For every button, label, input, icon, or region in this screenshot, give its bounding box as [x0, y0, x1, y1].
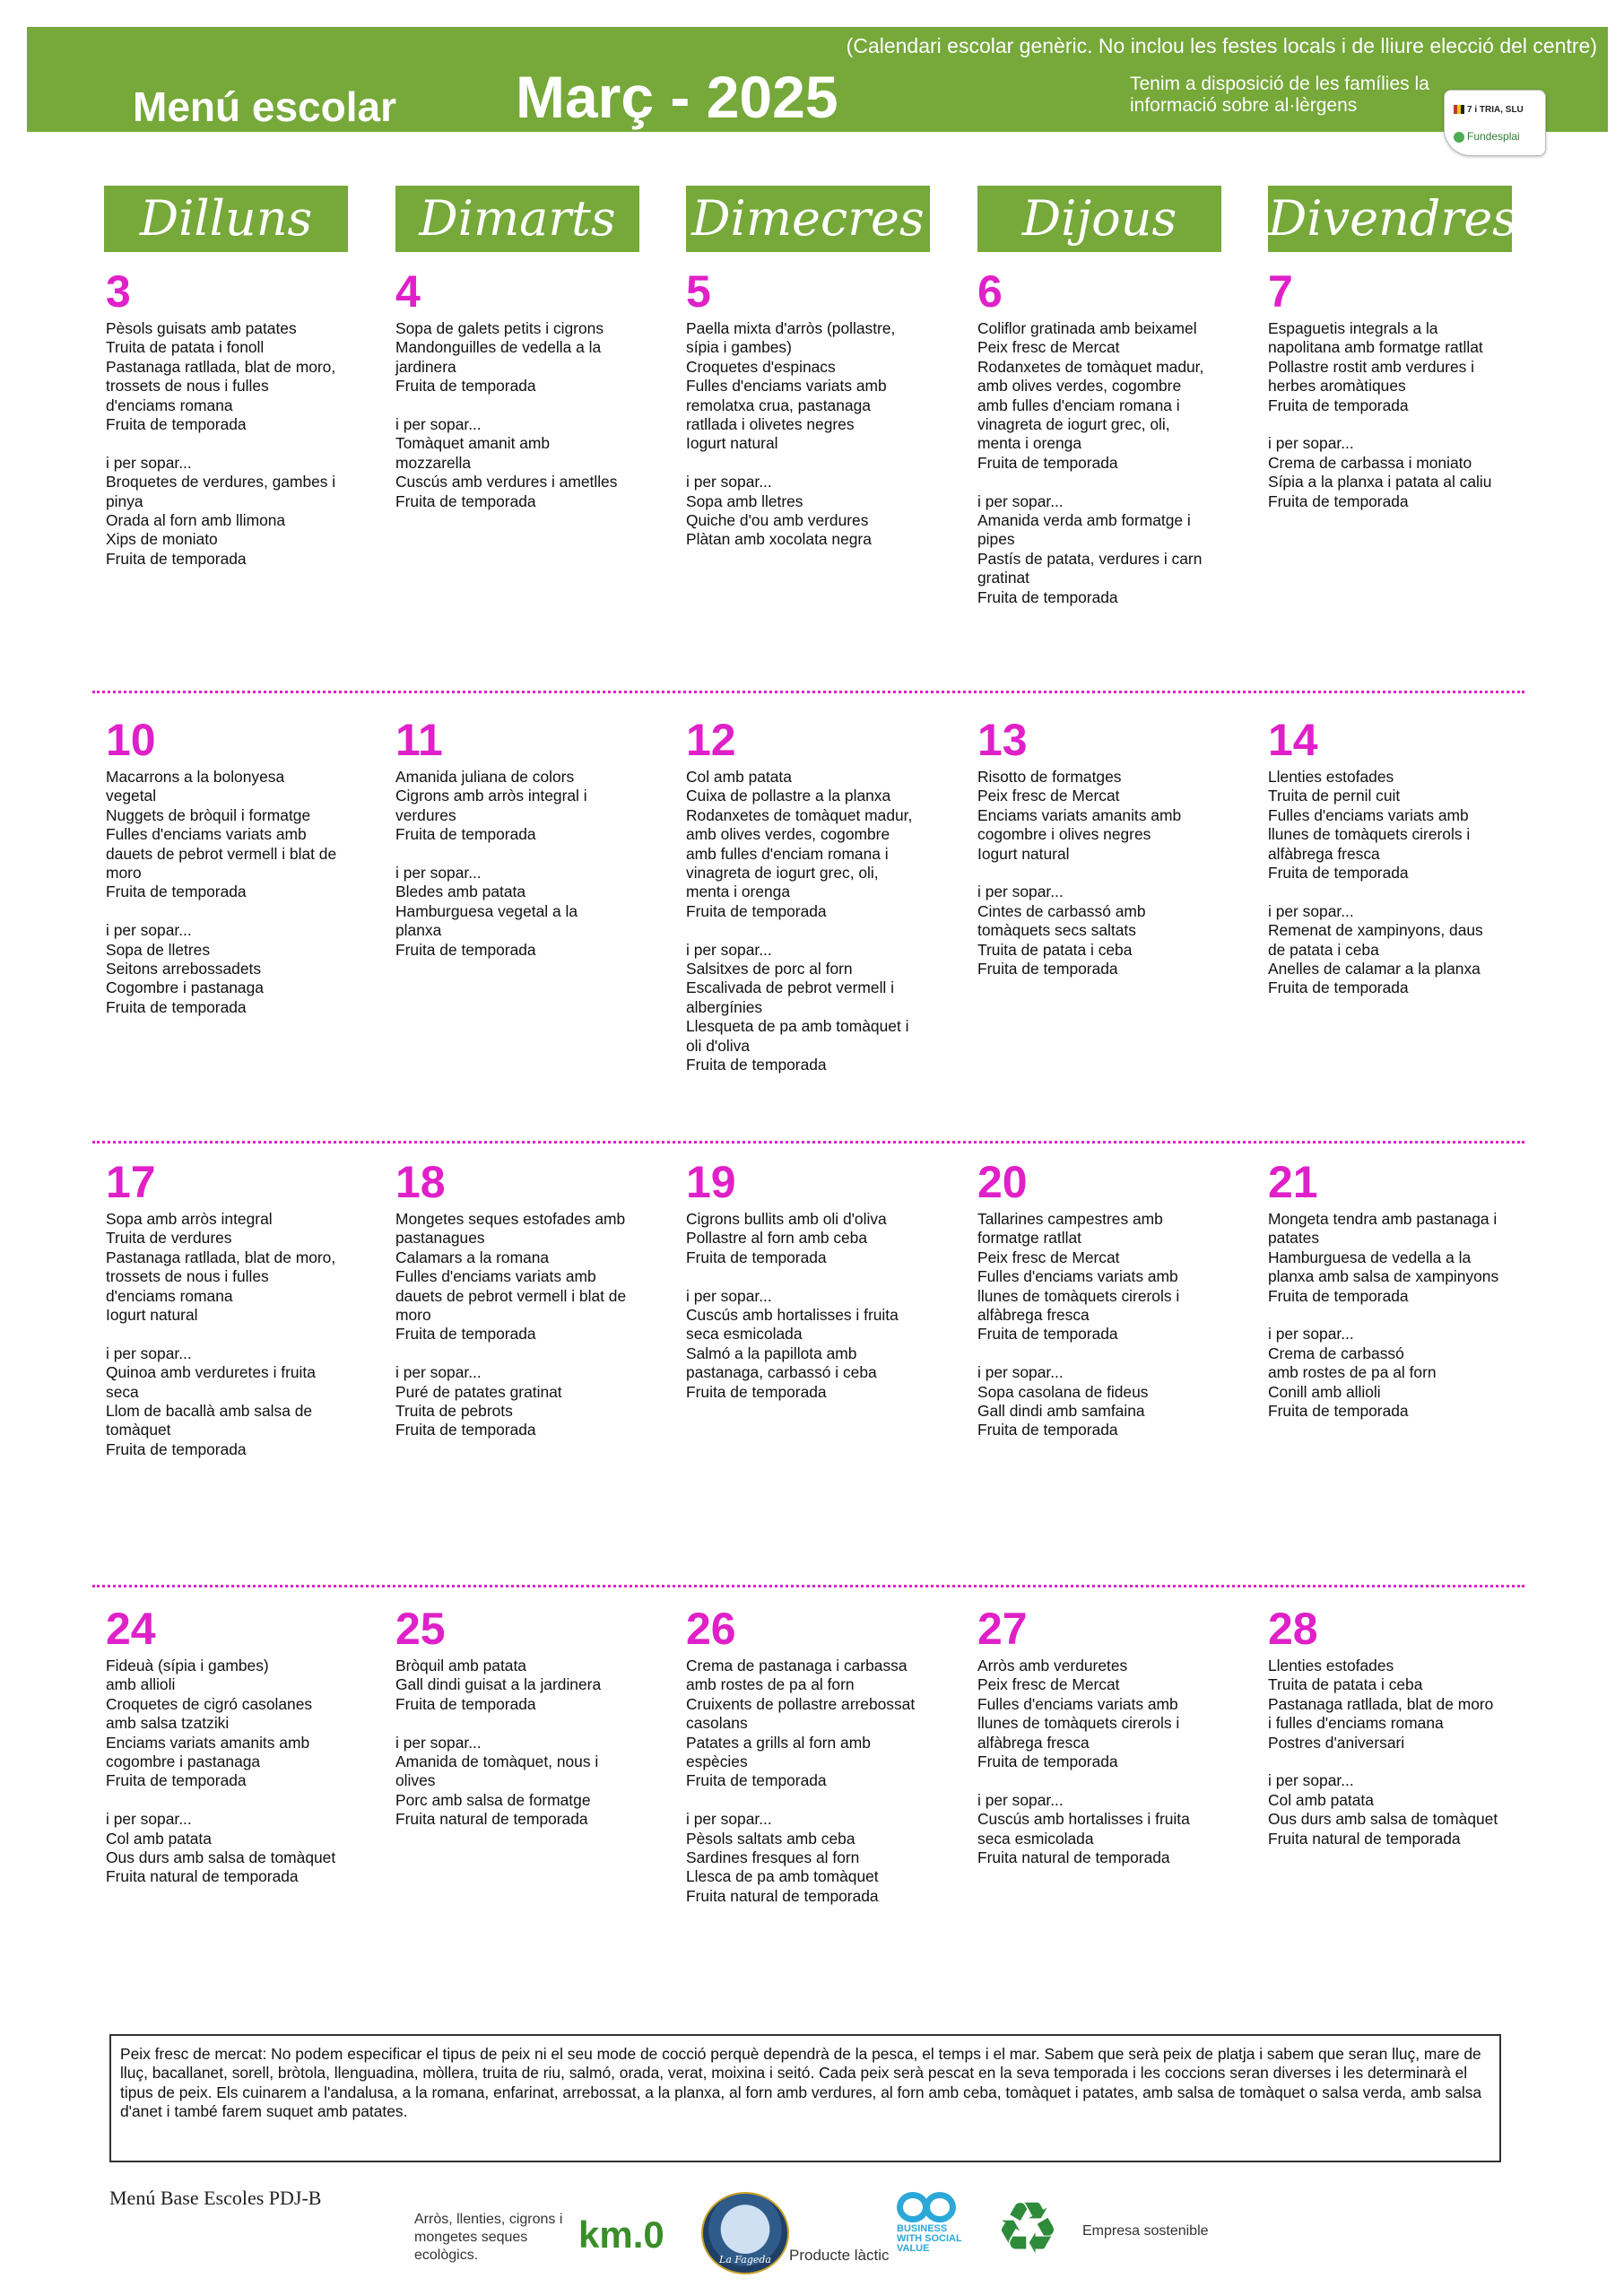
lunch-dish: llunes de tomàquets cirerols i: [977, 1714, 1180, 1733]
lunch-dish: amb olives verdes, cogombre: [686, 825, 890, 844]
dinner-dish: Hamburguesa vegetal a la: [395, 901, 578, 920]
dinner-label: i per sopar...: [395, 1363, 482, 1382]
day-cell: [1268, 266, 1528, 511]
fish-info-box: Peix fresc de mercat: No podem especificar el tipus de peix ni el seu mode de cocció perquè dependrà de la pesca, el temps i el mar. Sabem que serà peix de platja i sabem que seran lluç, mare de lluç, bacallanet, sorell, bròtola, llenguadina, mòllera, truita de riu, salmó, orada, verat, moixina i seitó. Cada peix serà pescat en la seva temporada i les coccions seran diverses i les determinarà el tipus de peix. Els cuinarem a l'andalusa, a la romana, enfarinat, arrebossat, a la planxa, al forn amb verdures, al forn amb ceba, tomàquet i patates, amb salsa de tomàquet o salsa verda, amb salsa d'anet i també farem suquet amb patates.: [109, 2034, 1501, 2162]
day-cell: [106, 715, 366, 1017]
lunch-dish: Rodanxetes de tomàquet madur,: [686, 805, 913, 824]
dinner-dish: Llom de bacallà amb salsa de: [106, 1402, 313, 1421]
lunch-dish: vegetal: [106, 787, 157, 805]
lunch-dish: napolitana amb formatge ratllat: [1268, 338, 1483, 357]
lunch-dish: Fideuà (sípia i gambes): [106, 1657, 269, 1674]
day-cell: [686, 1606, 946, 1906]
dinner-dish: Cintes de carbassó amb: [977, 901, 1146, 920]
dinner-label: i per sopar...: [977, 883, 1064, 901]
day-number: 28: [1268, 1604, 1318, 1654]
dinner-dish: Crema de carbassó: [1268, 1344, 1404, 1362]
day-cell: [395, 1606, 656, 1830]
lunch-dish: amb fulles d'enciam romana i: [977, 396, 1180, 414]
dinner-label: i per sopar...: [686, 940, 772, 959]
dinner-dish: Ous durs amb salsa de tomàquet: [1268, 1810, 1498, 1829]
dinner-dish: Quinoa amb verduretes i fruita: [106, 1363, 316, 1382]
dinner-label: i per sopar...: [686, 473, 772, 491]
lunch-dish: Fruita de temporada: [977, 453, 1118, 472]
dinner-label: i per sopar...: [1268, 434, 1354, 453]
business-social-value-logo: [897, 2188, 968, 2254]
dinner-dish: Fruita natural de temporada: [395, 1810, 588, 1829]
lunch-dish: Pèsols guisats amb patates: [106, 319, 297, 337]
eco-legumes-note: Arròs, llenties, cigrons i mongetes seques ecològics.: [414, 2212, 563, 2263]
day-number: 18: [395, 1157, 446, 1207]
sustainable-company-label: Empresa sostenible: [1082, 2223, 1209, 2239]
day-number: 10: [106, 715, 156, 765]
dinner-dish: Cuscús amb verdures i ametlles: [395, 473, 618, 491]
lunch-dish: remolatxa crua, pastanaga: [686, 396, 871, 414]
lunch-dish: patates: [1268, 1229, 1320, 1248]
lunch-dish: Mongetes seques estofades amb: [395, 1210, 626, 1228]
day-cell: [395, 1157, 656, 1440]
lunch-dish: Enciams variats amanits amb: [106, 1733, 310, 1752]
dinner-label: i per sopar...: [1268, 901, 1354, 920]
dinner-dish: Fruita de temporada: [106, 1439, 247, 1458]
month-title: Març - 2025: [516, 64, 838, 130]
dinner-dish: de patata i ceba: [1268, 940, 1379, 959]
dinner-label: i per sopar...: [106, 921, 192, 940]
day-cell: [395, 715, 656, 960]
lunch-dish: amb rostes de pa al forn: [686, 1675, 855, 1694]
dinner-dish: Crema de carbassa i moniato: [1268, 453, 1472, 472]
lunch-dish: Paella mixta d'arròs (pollastre,: [686, 319, 896, 337]
day-number: 12: [686, 715, 736, 765]
lunch-dish: Fulles d'enciams variats amb: [977, 1694, 1178, 1713]
page-title: Menú escolar: [133, 83, 396, 130]
day-cell: [1268, 715, 1528, 998]
dinner-dish: Col amb patata: [106, 1829, 212, 1848]
lunch-dish: Postres d'aniversari: [1268, 1733, 1405, 1752]
day-number: 20: [977, 1157, 1028, 1207]
lunch-dish: casolans: [686, 1714, 748, 1733]
lunch-dish: Pollastre rostit amb verdures i: [1268, 357, 1475, 376]
dinner-dish: Fruita de temporada: [1268, 491, 1409, 510]
dinner-dish: Amanida de tomàquet, nous i: [395, 1752, 599, 1771]
dinner-dish: Fruita natural de temporada: [1268, 1829, 1461, 1848]
weekday-header-tuesday: Dimarts: [395, 186, 639, 252]
day-number: 11: [395, 715, 443, 765]
weekday-header-wednesday: Dimecres: [686, 186, 930, 252]
lunch-dish: Fruita de temporada: [106, 1771, 247, 1790]
lunch-dish: ratllada i olivetes negres: [686, 415, 855, 434]
lunch-dish: Fruita de temporada: [1268, 396, 1409, 414]
lunch-dish: Fruita de temporada: [977, 1325, 1118, 1344]
lunch-dish: Pastanaga ratllada, blat de moro: [1268, 1694, 1494, 1713]
day-cell: [106, 1606, 366, 1887]
lunch-dish: Fulles d'enciams variats amb: [1268, 805, 1469, 824]
lunch-dish: sípia i gambes): [686, 338, 792, 357]
lunch-dish: Patates a grills al forn amb: [686, 1733, 871, 1752]
dinner-dish: Salmó a la papillota amb: [686, 1344, 857, 1362]
day-number: 24: [106, 1604, 156, 1654]
lunch-dish: Fulles d'enciams variats amb: [977, 1267, 1178, 1286]
dinner-label: i per sopar...: [686, 1286, 772, 1305]
lunch-dish: amb olives verdes, cogombre: [977, 377, 1182, 396]
dinner-dish: Gall dindi amb samfaina: [977, 1402, 1145, 1421]
tria-logo-icon: [1454, 105, 1464, 114]
dinner-dish: Fruita de temporada: [1268, 978, 1409, 997]
dinner-dish: Ous durs amb salsa de tomàquet: [106, 1848, 336, 1867]
dinner-label: i per sopar...: [977, 1363, 1064, 1382]
day-number: 5: [686, 266, 711, 317]
day-cell: [1268, 1157, 1528, 1421]
dinner-dish: Cuscús amb hortalisses i fruita: [977, 1810, 1190, 1829]
lunch-dish: Pastanaga ratllada, blat de moro,: [106, 357, 336, 376]
dinner-dish: Fruita natural de temporada: [977, 1848, 1170, 1867]
lunch-dish: Tallarines campestres amb: [977, 1210, 1163, 1228]
logo-bottom-text: Fundesplai: [1467, 130, 1520, 143]
dinner-label: i per sopar...: [395, 864, 482, 883]
lunch-dish: Croquetes de cigró casolanes: [106, 1694, 313, 1713]
dinner-dish: Salsitxes de porc al forn: [686, 960, 853, 978]
lunch-dish: Cuixa de pollastre a la planxa: [686, 787, 891, 805]
lunch-dish: herbes aromàtiques: [1268, 377, 1406, 396]
week-separator: [92, 1141, 1524, 1144]
dinner-label: i per sopar...: [395, 415, 482, 434]
dinner-label: i per sopar...: [395, 1733, 482, 1752]
lunch-dish: Rodanxetes de tomàquet madur,: [977, 357, 1204, 376]
dinner-dish: Col amb patata: [1268, 1790, 1374, 1809]
dinner-dish: Amanida verda amb formatge i: [977, 511, 1191, 530]
day-number: 7: [1268, 266, 1293, 317]
lunch-dish: Fulles d'enciams variats amb: [106, 825, 307, 844]
lunch-dish: moro: [106, 864, 142, 883]
dinner-dish: Fruita de temporada: [395, 940, 536, 959]
recycle-icon: ♻: [995, 2188, 1060, 2268]
lunch-dish: i fulles d'enciams romana: [1268, 1714, 1444, 1733]
day-number: 17: [106, 1157, 156, 1207]
lunch-dish: Fruita de temporada: [1268, 1286, 1409, 1305]
lunch-dish: Bròquil amb patata: [395, 1657, 526, 1674]
la-fageda-seal: [701, 2192, 789, 2274]
lunch-dish: espècies: [686, 1752, 748, 1771]
lunch-dish: Macarrons a la bolonyesa: [106, 768, 285, 786]
dinner-dish: oli d'oliva: [686, 1036, 750, 1055]
day-cell: [686, 715, 946, 1074]
day-number: 6: [977, 266, 1003, 317]
lunch-dish: Amanida juliana de colors: [395, 768, 575, 786]
weekday-header-friday: Divendres: [1268, 186, 1512, 252]
bsv-text: BUSINESS WITH SOCIAL VALUE: [897, 2223, 962, 2254]
dinner-dish: Sopa casolana de fideus: [977, 1382, 1149, 1401]
lunch-dish: Truita de verdures: [106, 1229, 232, 1248]
dinner-dish: seca esmicolada: [977, 1829, 1094, 1848]
lunch-dish: Coliflor gratinada amb beixamel: [977, 319, 1197, 337]
footer-base-label: Menú Base Escoles PDJ-B: [109, 2187, 322, 2209]
lunch-dish: Fruita de temporada: [395, 1325, 536, 1344]
day-number: 21: [1268, 1157, 1318, 1207]
dinner-dish: Fruita de temporada: [686, 1382, 827, 1401]
lunch-dish: planxa amb salsa de xampinyons: [1268, 1267, 1499, 1286]
logo-top-text: 7 i TRIA, SLU: [1467, 105, 1524, 115]
lunch-dish: Col amb patata: [686, 768, 792, 786]
dinner-dish: Pèsols saltats amb ceba: [686, 1829, 855, 1848]
day-cell: [977, 715, 1238, 978]
lunch-dish: Llenties estofades: [1268, 1657, 1394, 1674]
dinner-dish: Tomàquet amanit amb: [395, 434, 551, 453]
lunch-dish: Espaguetis integrals a la: [1268, 319, 1438, 337]
dinner-dish: tomàquets secs saltats: [977, 921, 1136, 940]
day-cell: [977, 1157, 1238, 1440]
lunch-dish: Pastanaga ratllada, blat de moro,: [106, 1248, 336, 1266]
day-number: 27: [977, 1604, 1028, 1654]
lunch-dish: Fruita de temporada: [106, 883, 247, 901]
dinner-label: i per sopar...: [106, 1810, 192, 1829]
dinner-dish: pipes: [977, 530, 1015, 549]
lunch-dish: Fruita de temporada: [395, 1694, 536, 1713]
dinner-label: i per sopar...: [106, 453, 192, 472]
lunch-dish: Peix fresc de Mercat: [977, 1248, 1120, 1266]
lunch-dish: alfàbrega fresca: [977, 1733, 1090, 1752]
km0-logo: [578, 2213, 664, 2257]
lunch-dish: jardinera: [395, 357, 456, 376]
lunch-dish: Cigrons bullits amb oli d'oliva: [686, 1210, 887, 1228]
company-logo: [1444, 90, 1546, 156]
dinner-dish: Sopa amb lletres: [686, 491, 803, 510]
dinner-dish: Fruita de temporada: [977, 587, 1118, 606]
lunch-dish: Arròs amb verduretes: [977, 1657, 1128, 1674]
lunch-dish: Llenties estofades: [1268, 768, 1394, 786]
dinner-dish: Broquetes de verdures, gambes i: [106, 473, 336, 491]
infinity-icon: [897, 2188, 961, 2224]
lunch-dish: Pollastre al forn amb ceba: [686, 1229, 868, 1248]
dinner-dish: seca: [106, 1382, 139, 1401]
dinner-dish: tomàquet: [106, 1421, 171, 1439]
day-number: 14: [1268, 715, 1318, 765]
dinner-dish: Remenat de xampinyons, daus: [1268, 921, 1483, 940]
lunch-dish: Fruita de temporada: [686, 1771, 827, 1790]
lunch-dish: Iogurt natural: [106, 1306, 198, 1325]
day-number: 26: [686, 1604, 736, 1654]
lunch-dish: Truita de patata i ceba: [1268, 1675, 1423, 1694]
day-number: 19: [686, 1157, 736, 1207]
lunch-dish: Sopa amb arròs integral: [106, 1210, 273, 1228]
dinner-dish: mozzarella: [395, 453, 472, 472]
lunch-dish: alfàbrega fresca: [1268, 844, 1380, 863]
lunch-dish: amb fulles d'enciam romana i: [686, 844, 889, 863]
lunch-dish: Fulles d'enciams variats amb: [686, 377, 887, 396]
lunch-dish: d'enciams romana: [106, 1286, 233, 1305]
lunch-dish: Peix fresc de Mercat: [977, 787, 1120, 805]
lunch-dish: dauets de pebrot vermell i blat de: [395, 1286, 627, 1305]
day-number: 13: [977, 715, 1028, 765]
dinner-label: i per sopar...: [1268, 1325, 1354, 1344]
lunch-dish: Nuggets de bròquil i formatge: [106, 805, 311, 824]
lunch-dish: formatge ratllat: [977, 1229, 1081, 1248]
dinner-dish: Puré de patates gratinat: [395, 1382, 562, 1401]
lunch-dish: Mandonguilles de vedella a la: [395, 338, 602, 357]
lunch-dish: Fruita de temporada: [977, 1752, 1118, 1771]
allergens-note: Tenim a disposició de les famílies la informació sobre al·lèrgens: [1130, 74, 1429, 116]
dinner-dish: Quiche d'ou amb verdures: [686, 511, 869, 530]
day-number: 4: [395, 266, 421, 317]
lunch-dish: Iogurt natural: [686, 434, 778, 453]
dinner-label: i per sopar...: [1268, 1771, 1354, 1790]
lunch-dish: menta i orenga: [977, 434, 1082, 453]
dinner-label: i per sopar...: [977, 491, 1064, 510]
lunch-dish: Fruita de temporada: [106, 415, 247, 434]
dinner-dish: Seitons arrebossadets: [106, 960, 262, 978]
dinner-label: i per sopar...: [106, 1344, 192, 1362]
day-cell: [686, 266, 946, 550]
lunch-dish: amb allioli: [106, 1675, 176, 1694]
lunch-dish: trossets de nous i fulles: [106, 377, 269, 396]
km0-text: km.0: [578, 2213, 664, 2256]
lunch-dish: cogombre i olives negres: [977, 825, 1151, 844]
weekday-header-thursday: Dijous: [977, 186, 1221, 252]
lunch-dish: cogombre i pastanaga: [106, 1752, 261, 1771]
lunch-dish: Calamars a la romana: [395, 1248, 550, 1266]
dinner-dish: Cogombre i pastanaga: [106, 978, 264, 997]
day-cell: [686, 1157, 946, 1402]
day-cell: [977, 266, 1238, 607]
dinner-dish: Truita de patata i ceba: [977, 940, 1133, 959]
day-cell: [977, 1606, 1238, 1867]
dinner-dish: Plàtan amb xocolata negra: [686, 530, 872, 549]
dinner-dish: Anelles de calamar a la planxa: [1268, 960, 1481, 978]
lunch-dish: dauets de pebrot vermell i blat de: [106, 844, 337, 863]
day-cell: [395, 266, 656, 511]
lunch-dish: Cigrons amb arròs integral i: [395, 787, 587, 805]
lunch-dish: Fruita de temporada: [686, 1248, 827, 1266]
dinner-dish: pastanaga, carbassó i ceba: [686, 1363, 877, 1382]
lunch-dish: Truita de patata i fonoll: [106, 338, 265, 357]
dinner-dish: Fruita de temporada: [106, 997, 247, 1016]
lunch-dish: trossets de nous i fulles: [106, 1267, 269, 1286]
lunch-dish: Crema de pastanaga i carbassa: [686, 1657, 908, 1674]
lunch-dish: Cruixents de pollastre arrebossat: [686, 1694, 916, 1713]
lunch-dish: Gall dindi guisat a la jardinera: [395, 1675, 602, 1694]
dinner-dish: Sopa de lletres: [106, 940, 211, 959]
dinner-label: i per sopar...: [977, 1790, 1064, 1809]
lunch-dish: Fruita de temporada: [1268, 864, 1409, 883]
seal-text: La Fageda: [719, 2254, 771, 2266]
lunch-dish: moro: [395, 1306, 431, 1325]
lunch-dish: Peix fresc de Mercat: [977, 1675, 1120, 1694]
lunch-dish: menta i orenga: [686, 883, 791, 901]
dinner-dish: planxa: [395, 921, 442, 940]
dinner-dish: Fruita de temporada: [106, 549, 247, 568]
dinner-dish: pinya: [106, 491, 143, 510]
dairy-product-label: Producte làctic: [789, 2247, 890, 2264]
dinner-dish: Fruita natural de temporada: [106, 1867, 299, 1886]
lunch-dish: Truita de pernil cuit: [1268, 787, 1401, 805]
dinner-dish: Sardines fresques al forn: [686, 1848, 860, 1867]
dinner-label: i per sopar...: [686, 1810, 772, 1829]
dinner-dish: Bledes amb patata: [395, 883, 526, 901]
dinner-dish: Llesqueta de pa amb tomàquet i: [686, 1017, 909, 1036]
dinner-dish: Fruita de temporada: [977, 960, 1118, 978]
lunch-dish: Iogurt natural: [977, 844, 1070, 863]
lunch-dish: verdures: [395, 805, 456, 824]
lunch-dish: Enciams variats amanits amb: [977, 805, 1182, 824]
week-separator: [92, 1585, 1524, 1587]
dinner-dish: amb rostes de pa al forn: [1268, 1363, 1437, 1382]
lunch-dish: Fruita de temporada: [395, 377, 536, 396]
dinner-dish: Llesca de pa amb tomàquet: [686, 1867, 879, 1886]
dinner-dish: Xips de moniato: [106, 530, 218, 549]
dinner-dish: gratinat: [977, 569, 1030, 587]
dinner-dish: Sípia a la planxa i patata al caliu: [1268, 473, 1492, 491]
lunch-dish: Mongeta tendra amb pastanaga i: [1268, 1210, 1498, 1228]
lunch-dish: Croquetes d'espinacs: [686, 357, 836, 376]
lunch-dish: Risotto de formatges: [977, 768, 1122, 786]
dinner-dish: Orada al forn amb llimona: [106, 511, 286, 530]
day-number: 3: [106, 266, 131, 317]
day-cell: [106, 266, 366, 569]
dinner-dish: Cuscús amb hortalisses i fruita: [686, 1306, 899, 1325]
lunch-dish: amb salsa tzatziki: [106, 1714, 230, 1733]
day-cell: [106, 1157, 366, 1459]
header-banner: [27, 27, 1608, 132]
weekday-header-monday: Dilluns: [104, 186, 348, 252]
lunch-dish: pastanagues: [395, 1229, 485, 1248]
lunch-dish: llunes de tomàquets cirerols i: [1268, 825, 1471, 844]
dinner-dish: albergínies: [686, 997, 763, 1016]
dinner-dish: Truita de pebrots: [395, 1402, 513, 1421]
dinner-dish: Pastís de patata, verdures i carn: [977, 549, 1203, 568]
lunch-dish: Peix fresc de Mercat: [977, 338, 1120, 357]
lunch-dish: vinagreta de iogurt grec, oli,: [686, 864, 879, 883]
lunch-dish: Fulles d'enciams variats amb: [395, 1267, 596, 1286]
lunch-dish: vinagreta de iogurt grec, oli,: [977, 415, 1170, 434]
dinner-dish: Conill amb allioli: [1268, 1382, 1381, 1401]
day-number: 25: [395, 1604, 446, 1654]
calendar-note: (Calendari escolar genèric. No inclou les festes locals i de lliure elecció del centre): [846, 34, 1597, 57]
lunch-dish: Fruita de temporada: [395, 825, 536, 844]
dinner-dish: Fruita de temporada: [395, 491, 536, 510]
lunch-dish: alfàbrega fresca: [977, 1306, 1090, 1325]
dinner-dish: Fruita natural de temporada: [686, 1886, 879, 1905]
dinner-dish: olives: [395, 1771, 436, 1790]
dinner-dish: Porc amb salsa de formatge: [395, 1790, 591, 1809]
day-cell: [1268, 1606, 1528, 1848]
dinner-dish: Fruita de temporada: [977, 1421, 1118, 1439]
dinner-dish: Fruita de temporada: [1268, 1402, 1409, 1421]
week-separator: [92, 691, 1524, 693]
dinner-dish: Fruita de temporada: [395, 1421, 536, 1439]
lunch-dish: llunes de tomàquets cirerols i: [977, 1286, 1180, 1305]
dinner-dish: Fruita de temporada: [686, 1056, 827, 1074]
lunch-dish: Sopa de galets petits i cigrons: [395, 319, 604, 337]
lunch-dish: d'enciams romana: [106, 396, 233, 414]
fundesplai-logo-icon: [1454, 132, 1464, 143]
lunch-dish: Fruita de temporada: [686, 901, 827, 920]
lunch-dish: Hamburguesa de vedella a la: [1268, 1248, 1472, 1266]
dinner-dish: Escalivada de pebrot vermell i: [686, 978, 894, 997]
dinner-dish: seca esmicolada: [686, 1325, 803, 1344]
